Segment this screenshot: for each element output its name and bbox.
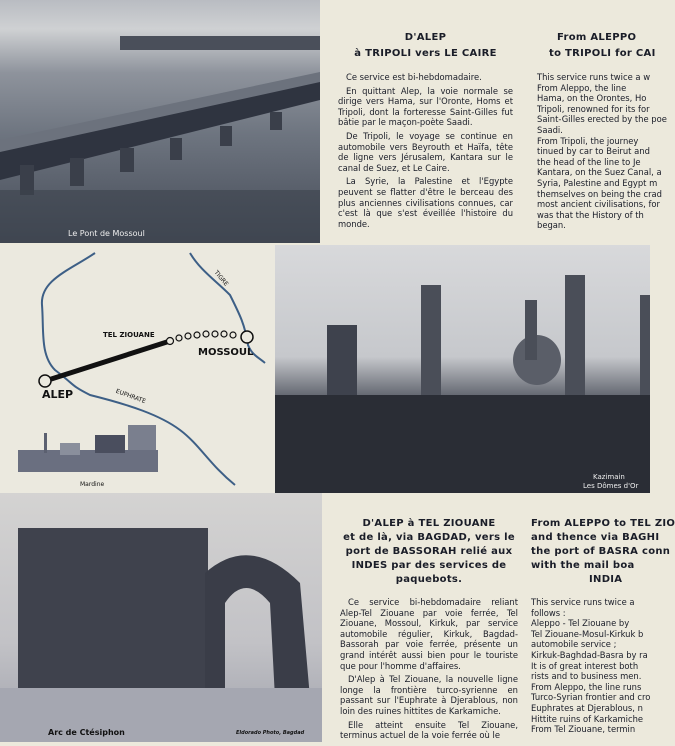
text-line: rists and to business men. bbox=[531, 671, 642, 682]
paragraph: Elle atteint ensuite Tel Ziouane, terminus actuel de la voie ferrée où le bbox=[340, 719, 518, 741]
text-line: themselves on being the crad bbox=[537, 188, 662, 199]
river-label-tigre: TIGRE bbox=[212, 269, 230, 288]
section-aleppo-tel-ziouane-en bbox=[531, 517, 675, 735]
city-label-tel-ziouane: TEL ZIOUANE bbox=[103, 331, 155, 339]
title-line: D'ALEP à TEL ZIOUANE bbox=[362, 518, 496, 529]
text-line: the head of the line to Je bbox=[537, 156, 641, 167]
paragraph: La Syrie, la Palestine et l'Egypte peuvent se flatter d'être le berceau des plus anciennes civilisations connues, car c'est là que s'est éveillée l'histoire du monde. bbox=[338, 176, 513, 229]
text-line: Syria, Palestine and Egypt m bbox=[537, 177, 658, 188]
photo-credit: Eldorado Photo, Bagdad bbox=[236, 730, 305, 736]
text-line: Aleppo - Tel Ziouane by bbox=[531, 618, 630, 629]
text-line: Kantara, on the Suez Canal, a bbox=[537, 167, 662, 178]
bridge-illustration bbox=[0, 0, 320, 243]
paragraph: D'Alep à Tel Ziouane, la nouvelle ligne longe la frontière turco-syrienne en passant sur l'Euphrate à Djerablous, non loin des ruines hittites de Karkamiche. bbox=[340, 674, 518, 716]
text-line: Tripoli, renowned for its for bbox=[537, 103, 650, 114]
text-line: tinued by car to Beirut and bbox=[537, 146, 650, 157]
text-line: Turco-Syrian frontier and cro bbox=[531, 692, 651, 703]
title-line: the port of BASRA conn bbox=[531, 546, 671, 557]
kazimain-caption-1: Kazimain bbox=[593, 473, 625, 481]
text-line: Euphrates at Djerablous, n bbox=[531, 702, 643, 713]
kazimain-caption-2: Les Dômes d'Or bbox=[583, 482, 639, 490]
title-line: and thence via BAGHI bbox=[531, 532, 660, 543]
city-label-mossoul: MOSSOUL bbox=[198, 347, 254, 358]
text-line: most ancient civilisations, for bbox=[537, 199, 660, 210]
text-line: From Tripoli, the journey bbox=[537, 135, 639, 146]
bridge-caption: Le Pont de Mossoul bbox=[68, 229, 145, 238]
tel-ziouane-marker bbox=[167, 338, 174, 345]
text-line: Hittite ruins of Karkamiche bbox=[531, 713, 644, 724]
text-line: Saadi. bbox=[537, 124, 563, 135]
text-line: Saint-Gilles erected by the poe bbox=[537, 114, 667, 125]
title-line: with the mail boa bbox=[531, 560, 635, 571]
ctesiphon-photo bbox=[0, 493, 322, 742]
alep-marker bbox=[39, 375, 51, 387]
title-line: et de là, via BAGDAD, vers le bbox=[343, 532, 515, 543]
text-line: This service runs twice a bbox=[531, 597, 635, 607]
text-line: This service runs twice a w bbox=[537, 72, 651, 82]
ctesiphon-caption: Arc de Ctésiphon bbox=[48, 728, 125, 737]
route-map bbox=[0, 245, 275, 493]
title-line: port de BASSORAH relié aux bbox=[345, 546, 513, 557]
mardine-vignette bbox=[18, 425, 158, 472]
kazimain-photo bbox=[275, 245, 650, 493]
text-line: automobile service ; bbox=[531, 639, 617, 650]
title-line: INDIA bbox=[589, 574, 623, 585]
text-line: From Aleppo, the line runs bbox=[531, 681, 642, 692]
title-line: D'ALEP bbox=[404, 32, 447, 43]
text-line: Tel Ziouane-Mosul-Kirkuk b bbox=[531, 628, 644, 639]
paragraph: En quittant Alep, la voie normale se dirige vers Hama, sur l'Oronte, Homs et Tripoli, dont la forteresse Saint-Gilles fut bâtie par le maçon-poète Saadi. bbox=[338, 85, 513, 128]
paragraph: Ce service est bi-hebdomadaire. bbox=[346, 72, 482, 82]
road-dots bbox=[176, 331, 236, 341]
title-line: paquebots. bbox=[395, 574, 463, 585]
mossoul-marker bbox=[241, 331, 253, 343]
title-line: to TRIPOLI for CAI bbox=[549, 48, 656, 59]
river-label-euphrate: EUPHRATE bbox=[114, 387, 147, 406]
bridge-photo bbox=[0, 0, 320, 243]
text-line: follows : bbox=[531, 607, 566, 618]
text-line: Hama, on the Orontes, Ho bbox=[537, 93, 647, 104]
title-line: INDES par des services de bbox=[351, 560, 507, 571]
paragraph: Ce service bi-hebdomadaire reliant Alep-Tel Ziouane par voie ferrée, Tel Ziouane, Mossoul, Kirkuk, par service automobile régulier, Kirkuk, Bagdad-Bassorah par voie ferrée, présente un grand intérêt aussi bien pour le touriste que pour l'homme d'affaires. bbox=[340, 597, 518, 671]
text-line: From Aleppo, the line bbox=[537, 82, 627, 93]
text-line: Kirkuk-Baghdad-Basra by ra bbox=[531, 649, 648, 660]
title-line: à TRIPOLI vers LE CAIRE bbox=[354, 48, 497, 59]
mardine-label: Mardine bbox=[80, 481, 105, 488]
text-line: It is of great interest both bbox=[531, 660, 639, 671]
text-line: From Tel Ziouane, termin bbox=[531, 724, 636, 735]
text-line: began. bbox=[537, 220, 566, 231]
arch-illustration bbox=[0, 493, 322, 742]
section-aleppo-tel-ziouane-fr bbox=[340, 517, 518, 744]
section-aleppo-tripoli-fr bbox=[338, 30, 513, 232]
city-label-alep: ALEP bbox=[42, 388, 74, 401]
mosque-illustration bbox=[275, 245, 650, 493]
title-line: From ALEPPO to TEL ZIO bbox=[531, 518, 675, 529]
text-line: was that the History of th bbox=[537, 209, 644, 220]
title-line: From ALEPPO bbox=[557, 32, 637, 43]
railway-line bbox=[45, 341, 170, 381]
paragraph: De Tripoli, le voyage se continue en automobile vers Beyrouth et Haïfa, tête de ligne vers Jérusalem, Kantara sur le canal de Suez, et Le Caire. bbox=[338, 130, 513, 173]
section-aleppo-tripoli-en bbox=[537, 30, 667, 231]
